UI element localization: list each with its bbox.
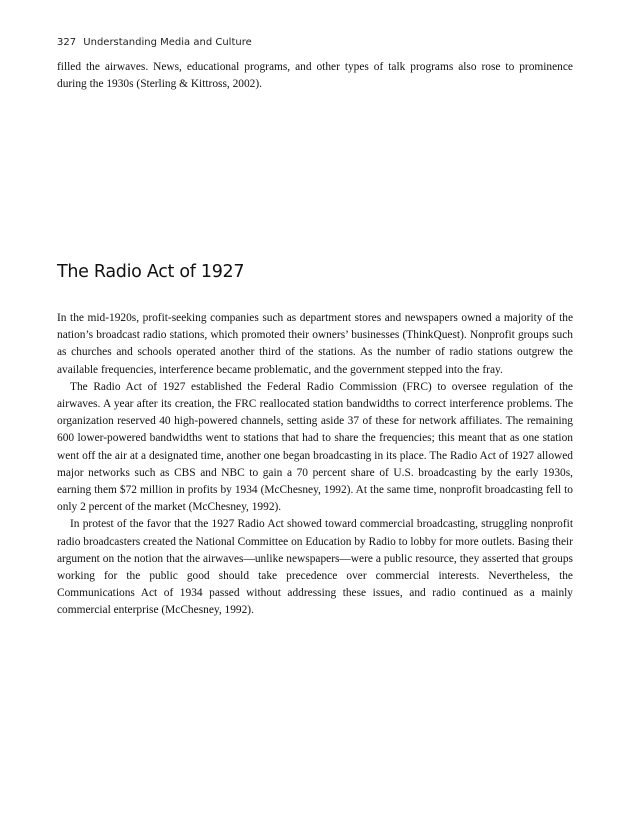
intro-block	[57, 59, 573, 93]
paragraph-2: The Radio Act of 1927 established the Federal Radio Commission (FRC) to oversee regulation of the airwaves. A year after its creation, the FRC reallocated station bandwidths to correct interference problems. The organization reserved 40 high-powered channels, setting aside 37 of these for network affiliates. The remaining 600 lower-powered bandwidths went to stations that had to share the frequencies; this meant that as one station went off the air at a designated time, another one began broadcasting in its place. The Radio Act of 1927 allowed major networks such as CBS and NBC to gain a 70 percent share of U.S. broadcasting by the early 1930s, earning them $72 million in profits by 1934 (McChesney, 1992). At the same time, nonprofit broadcasting fell to only 2 percent of the market (McChesney, 1992).	[57, 380, 573, 514]
paragraph-1: In the mid-1920s, profit-seeking companies such as department stores and newspapers owned a majority of the nation’s broadcast radio stations, which promoted their owners’ businesses (ThinkQuest). Nonprofit groups such as churches and schools operated another third of the stations. As the number of radio stations outgrew the available frequencies, interference became problematic, and the government stepped into the fray.	[57, 312, 573, 376]
running-header	[57, 37, 252, 48]
section-heading: The Radio Act of 1927	[57, 262, 245, 282]
intro-paragraph: filled the airwaves. News, educational programs, and other types of talk programs also rose to prominence during the 1930s (Sterling & Kittross, 2002).	[57, 61, 573, 91]
book-title: Understanding Media and Culture	[83, 37, 252, 48]
page-number: 327	[57, 37, 77, 48]
paragraph-3: In protest of the favor that the 1927 Radio Act showed toward commercial broadcasting, struggling nonprofit radio broadcasters created the National Committee on Education by Radio to lobby for more outlets. Basing their argument on the notion that the airwaves—unlike newspapers—were a public resource, they asserted that groups working for the public good should take precedence over commercial interests. Nevertheless, the Communications Act of 1934 passed without addressing these issues, and radio continued as a mainly commercial enterprise (McChesney, 1992).	[57, 518, 573, 617]
section-body	[57, 310, 573, 620]
